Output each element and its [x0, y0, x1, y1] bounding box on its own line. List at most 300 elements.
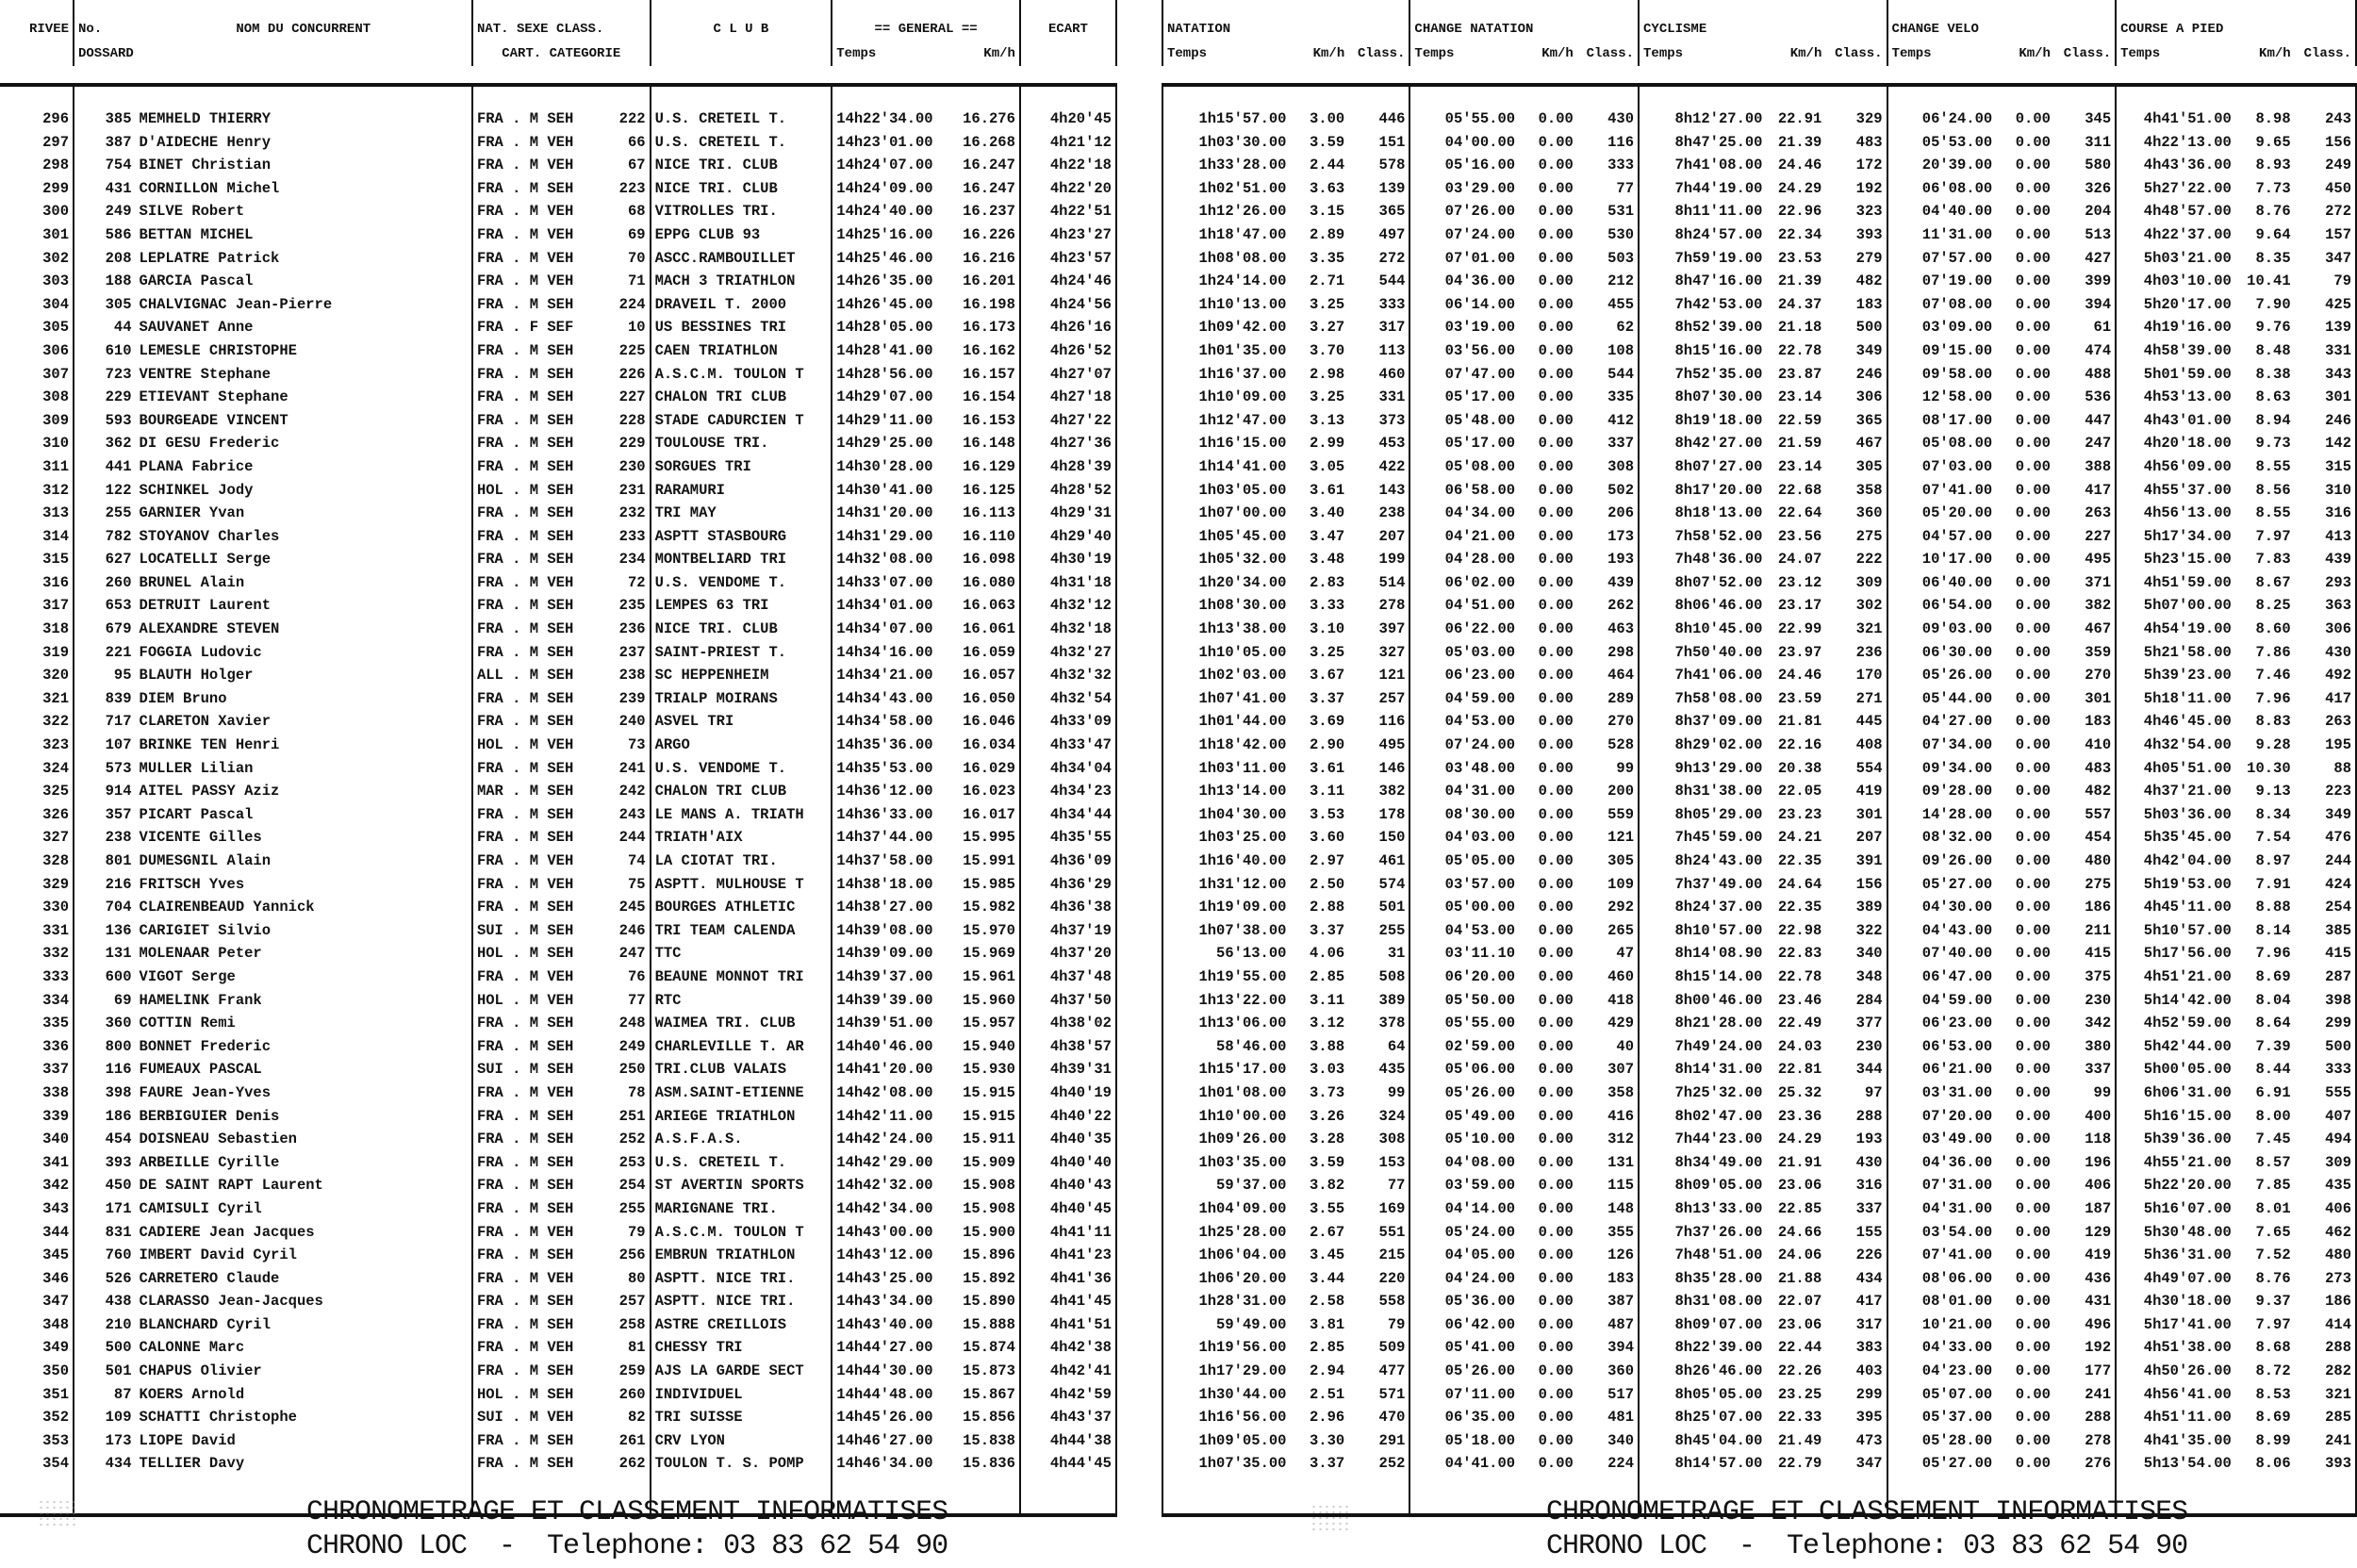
swim-time: 1h16'56.00	[1162, 1406, 1290, 1429]
swim-class: 508	[1378, 967, 1406, 985]
run-class: 393	[2295, 1452, 2356, 1476]
gap-cell: 4h42'59	[1020, 1383, 1116, 1407]
space	[538, 1339, 547, 1356]
bike-time: 8h09'05.00	[1639, 1174, 1766, 1197]
name-cell: ALEXANDRE STEVEN	[139, 620, 280, 638]
category: VEH	[547, 133, 574, 151]
t1-class: 126	[1607, 1246, 1635, 1264]
nationality: FRA	[476, 899, 503, 916]
nat-wrap	[477, 803, 646, 827]
nat-wrap	[477, 826, 646, 850]
swim-speed: 2.83	[1310, 573, 1345, 591]
split-row	[1162, 687, 2356, 711]
table-row	[0, 363, 1116, 387]
general-cell	[832, 1105, 1020, 1129]
bike-class: 349	[1855, 341, 1883, 359]
run-time: 4h51'38.00	[2116, 1336, 2235, 1360]
category: VEH	[547, 736, 574, 754]
swim-time: 1h04'30.00	[1162, 803, 1290, 827]
sex: M	[529, 365, 539, 383]
t2-time: 09'34.00	[1887, 757, 1997, 781]
sex: M	[529, 713, 539, 731]
bike-time: 7h37'49.00	[1639, 873, 1766, 897]
run-time: 4h41'35.00	[2116, 1429, 2235, 1453]
club-cell: CHESSY TRI	[651, 1336, 832, 1360]
t1-speed: 0.00	[1538, 527, 1574, 545]
table-row	[0, 1197, 1116, 1221]
category: VEH	[547, 1339, 574, 1357]
category: SEH	[547, 481, 574, 499]
general-wrap	[836, 293, 1015, 317]
swim-speed: 3.25	[1310, 643, 1345, 661]
bike-speed: 22.35	[1777, 899, 1822, 916]
t1-speed: 0.00	[1538, 1223, 1574, 1241]
general-cell	[832, 131, 1020, 155]
rank-cell: 331	[42, 921, 69, 939]
bib-cell: 186	[74, 1105, 136, 1129]
swim-speed: 2.97	[1310, 852, 1345, 869]
bike-class: 344	[1855, 1061, 1883, 1079]
bib-cell: 131	[74, 942, 136, 966]
name-cell: CLARETON Xavier	[139, 713, 272, 731]
rank-cell: 298	[42, 157, 69, 174]
nat-cell	[472, 641, 651, 665]
gap-cell: 4h44'38	[1020, 1429, 1116, 1453]
swim-class: 151	[1378, 133, 1406, 151]
bike-class: 309	[1855, 573, 1883, 591]
general-time: 14h43'40.00	[836, 1315, 933, 1333]
swim-class: 99	[1387, 1083, 1406, 1101]
bib-cell: 831	[74, 1221, 136, 1245]
space	[538, 829, 547, 846]
t2-class: 415	[2085, 945, 2112, 963]
t1-speed: 0.00	[1538, 179, 1574, 197]
nat-sex-cat	[477, 803, 573, 827]
t1-speed: 0.00	[1538, 365, 1574, 383]
t2-speed: 0.00	[2015, 504, 2051, 522]
t1-class: 265	[1607, 921, 1635, 939]
header-temps: Temps	[1887, 41, 1997, 66]
general-cell	[832, 107, 1020, 131]
gap-cell: 4h32'27	[1020, 641, 1116, 665]
t1-class: 270	[1607, 713, 1635, 731]
sex: M	[529, 875, 539, 893]
nat-wrap	[477, 200, 646, 223]
bike-speed: 23.14	[1777, 457, 1822, 475]
general-time: 14h29'11.00	[836, 411, 933, 429]
swim-class: 324	[1378, 1107, 1406, 1125]
general-speed: 16.226	[963, 225, 1015, 243]
bike-class: 500	[1855, 319, 1883, 337]
t2-speed: 0.00	[2015, 1246, 2051, 1264]
general-speed: 16.276	[963, 110, 1015, 127]
general-cell	[832, 919, 1020, 943]
nat-cell	[472, 664, 651, 687]
bib-cell: 454	[74, 1128, 136, 1151]
nat-cell	[472, 1383, 651, 1407]
t2-time: 03'09.00	[1887, 316, 1997, 339]
t1-speed: 0.00	[1538, 689, 1574, 707]
general-cell	[832, 618, 1020, 641]
general-wrap	[836, 316, 1015, 339]
sex: M	[529, 1431, 539, 1449]
t1-speed: 0.00	[1538, 1269, 1574, 1287]
swim-speed: 3.73	[1310, 1083, 1345, 1101]
run-time: 5h39'36.00	[2116, 1128, 2235, 1151]
t1-time: 07'11.00	[1409, 1383, 1519, 1407]
space	[538, 1293, 547, 1310]
bib-cell: 586	[74, 223, 136, 247]
run-speed: 8.64	[2255, 1015, 2291, 1032]
nat-wrap	[477, 687, 646, 711]
bike-time: 7h48'51.00	[1639, 1244, 1766, 1267]
swim-class: 501	[1378, 899, 1406, 916]
run-time: 4h56'13.00	[2116, 502, 2235, 525]
nat-sex-cat	[477, 548, 573, 571]
t1-class: 455	[1607, 295, 1635, 313]
bib-cell: 171	[74, 1197, 136, 1221]
club-cell: LE MANS A. TRIATH	[651, 803, 832, 827]
bike-time: 8h06'46.00	[1639, 594, 1766, 618]
t2-class: 301	[2085, 689, 2112, 707]
category: SEH	[547, 295, 574, 313]
separator: .	[503, 1015, 530, 1032]
swim-class: 252	[1378, 1455, 1406, 1473]
split-row	[1162, 1336, 2356, 1360]
sex: M	[529, 620, 539, 638]
bike-class: 192	[1855, 179, 1883, 197]
nationality: FRA	[476, 203, 503, 221]
general-cell	[832, 363, 1020, 387]
space	[538, 157, 547, 173]
t1-speed: 0.00	[1538, 736, 1574, 754]
t1-speed: 0.00	[1538, 1061, 1574, 1079]
bike-speed: 23.46	[1777, 991, 1822, 1009]
run-time: 5h16'15.00	[2116, 1105, 2235, 1129]
rank-cell: 305	[42, 319, 69, 337]
bike-class: 482	[1855, 272, 1883, 290]
t2-speed: 0.00	[2015, 1409, 2051, 1427]
bike-time: 8h47'16.00	[1639, 270, 1766, 293]
run-speed: 7.96	[2255, 945, 2291, 963]
t2-speed: 0.00	[2015, 225, 2051, 243]
club-cell: LEMPES 63 TRI	[651, 594, 832, 618]
t2-time: 04'31.00	[1887, 1197, 1997, 1221]
general-results-table	[0, 0, 1117, 1517]
split-row	[1162, 1290, 2356, 1313]
sex: M	[529, 1362, 539, 1380]
t1-class: 335	[1607, 388, 1635, 406]
t1-speed: 0.00	[1538, 783, 1574, 801]
rank-cell: 318	[42, 620, 69, 638]
general-speed: 16.247	[963, 179, 1015, 197]
sex: M	[529, 1153, 539, 1171]
category: SEH	[547, 1455, 574, 1473]
swim-time: 1h07'35.00	[1162, 1452, 1290, 1476]
space	[538, 1131, 547, 1147]
swim-class: 153	[1378, 1153, 1406, 1171]
nat-cell	[472, 131, 651, 155]
t1-time: 05'24.00	[1409, 1221, 1519, 1245]
bib-cell: 362	[74, 432, 136, 455]
bike-class: 365	[1855, 411, 1883, 429]
swim-time: 1h09'42.00	[1162, 316, 1290, 339]
bib-cell: 800	[74, 1035, 136, 1059]
category: SEH	[547, 341, 574, 359]
nationality: FRA	[476, 365, 503, 383]
category: VEH	[547, 573, 574, 591]
separator: .	[503, 341, 530, 359]
t2-speed: 0.00	[2015, 643, 2051, 661]
t1-speed: 0.00	[1538, 272, 1574, 290]
category-rank: 77	[627, 991, 646, 1009]
club-cell: VITROLLES TRI.	[651, 200, 832, 223]
bike-class: 306	[1855, 388, 1883, 406]
space	[538, 806, 547, 823]
category: VEH	[547, 249, 574, 267]
gap-cell: 4h40'35	[1020, 1128, 1116, 1151]
rank-cell: 310	[42, 435, 69, 453]
general-wrap	[836, 989, 1015, 1013]
general-speed: 16.216	[963, 249, 1015, 267]
separator: .	[503, 388, 530, 406]
rank-cell: 348	[42, 1315, 69, 1333]
nat-sex-cat	[477, 919, 573, 943]
t2-class: 275	[2085, 875, 2112, 893]
swim-class: 113	[1378, 341, 1406, 359]
general-wrap	[836, 1452, 1015, 1476]
swim-time: 1h19'55.00	[1162, 966, 1290, 989]
category-rank: 10	[627, 319, 646, 337]
split-row	[1162, 339, 2356, 363]
table-row	[0, 1244, 1116, 1267]
rank-cell: 329	[42, 875, 69, 893]
category-rank: 238	[618, 667, 646, 685]
bike-time: 8h22'39.00	[1639, 1336, 1766, 1360]
run-speed: 10.41	[2247, 272, 2291, 290]
t1-class: 212	[1607, 272, 1635, 290]
t1-speed: 0.00	[1538, 991, 1574, 1009]
split-row	[1162, 618, 2356, 641]
t2-class: 388	[2085, 457, 2112, 475]
table-row	[0, 107, 1116, 131]
nat-wrap	[477, 850, 646, 873]
category-rank: 237	[618, 643, 646, 661]
general-wrap	[836, 363, 1015, 387]
general-time: 14h29'07.00	[836, 388, 933, 406]
general-speed: 15.957	[963, 1015, 1015, 1032]
nationality: SUI	[476, 921, 503, 939]
table-row	[0, 641, 1116, 665]
bib-cell: 260	[74, 571, 136, 595]
bike-time: 8h11'11.00	[1639, 200, 1766, 223]
bike-class: 389	[1855, 899, 1883, 916]
bike-class: 279	[1855, 249, 1883, 267]
general-speed: 15.838	[963, 1431, 1015, 1449]
general-wrap	[836, 1290, 1015, 1313]
run-class: 186	[2295, 1290, 2356, 1313]
t1-time: 06'23.00	[1409, 664, 1519, 687]
space	[538, 1362, 547, 1379]
t1-speed: 0.00	[1538, 551, 1574, 569]
gap-cell: 4h22'18	[1020, 154, 1116, 177]
rank-cell: 306	[42, 341, 69, 359]
nat-cell	[472, 873, 651, 897]
name-cell: BLAUTH Holger	[139, 667, 254, 685]
t1-class: 312	[1607, 1131, 1635, 1148]
t1-time: 04'31.00	[1409, 780, 1519, 803]
nationality: FRA	[476, 1269, 503, 1287]
swim-time: 1h04'09.00	[1162, 1197, 1290, 1221]
rank-cell: 323	[42, 736, 69, 754]
bike-time: 8h21'28.00	[1639, 1012, 1766, 1035]
run-class: 363	[2295, 594, 2356, 618]
t1-class: 429	[1607, 1015, 1635, 1032]
name-cell: STOYANOV Charles	[139, 527, 280, 545]
club-cell: CRV LYON	[651, 1429, 832, 1453]
general-cell	[832, 339, 1020, 363]
swim-speed: 2.94	[1310, 1362, 1345, 1380]
general-wrap	[836, 525, 1015, 549]
swim-speed: 3.11	[1310, 991, 1345, 1009]
space	[538, 110, 547, 127]
general-wrap	[836, 571, 1015, 595]
general-wrap	[836, 154, 1015, 177]
t2-time: 07'41.00	[1887, 1244, 1997, 1267]
rank-cell: 303	[42, 272, 69, 290]
run-speed: 7.90	[2255, 295, 2291, 313]
gap-cell: 4h23'27	[1020, 223, 1116, 247]
separator: .	[503, 1339, 530, 1357]
t2-class: 311	[2085, 133, 2112, 151]
nat-wrap	[477, 1290, 646, 1313]
swim-time: 59'37.00	[1162, 1174, 1290, 1197]
separator: .	[503, 1037, 530, 1055]
nationality: FRA	[476, 1153, 503, 1171]
sex: M	[529, 157, 539, 174]
t1-speed: 0.00	[1538, 1083, 1574, 1101]
split-row	[1162, 1058, 2356, 1081]
bib-cell: 360	[74, 1012, 136, 1035]
t2-time: 08'01.00	[1887, 1290, 1997, 1313]
t2-time: 09'28.00	[1887, 780, 1997, 803]
rank-cell: 297	[42, 133, 69, 151]
general-wrap	[836, 1197, 1015, 1221]
swim-class: 257	[1378, 689, 1406, 707]
header-general: == GENERAL ==	[832, 17, 1020, 41]
bib-cell: 208	[74, 247, 136, 271]
bike-speed: 23.56	[1777, 527, 1822, 545]
run-class: 301	[2295, 386, 2356, 409]
split-row	[1162, 780, 2356, 803]
general-time: 14h39'37.00	[836, 967, 933, 985]
category-rank: 69	[627, 225, 646, 243]
space	[538, 319, 547, 336]
split-row	[1162, 479, 2356, 503]
gap-cell: 4h24'56	[1020, 293, 1116, 317]
name-cell: LOCATELLI Serge	[139, 551, 272, 569]
separator: .	[503, 759, 530, 777]
bike-speed: 24.29	[1777, 1131, 1822, 1148]
separator: .	[503, 713, 530, 731]
bike-speed: 23.06	[1777, 1177, 1822, 1195]
bike-speed: 21.88	[1777, 1269, 1822, 1287]
run-time: 5h14'42.00	[2116, 989, 2235, 1013]
nationality: FRA	[476, 689, 503, 707]
nat-wrap	[477, 409, 646, 433]
swim-time: 1h16'40.00	[1162, 850, 1290, 873]
bike-class: 348	[1855, 967, 1883, 985]
run-speed: 8.68	[2255, 1339, 2291, 1357]
header-kmh: Km/h	[1541, 46, 1574, 61]
t2-class: 278	[2085, 1431, 2112, 1449]
nat-cell	[472, 1174, 651, 1197]
t2-time: 07'40.00	[1887, 942, 1997, 966]
t2-time: 06'23.00	[1887, 1012, 1997, 1035]
name-cell: CALONNE Marc	[139, 1339, 245, 1357]
swim-time: 1h14'41.00	[1162, 455, 1290, 479]
nat-sex-cat	[477, 339, 573, 363]
category: SEH	[547, 1061, 574, 1079]
t1-class: 358	[1607, 1083, 1635, 1101]
category-rank: 252	[618, 1131, 646, 1148]
separator: .	[503, 1455, 530, 1473]
run-class: 288	[2295, 1336, 2356, 1360]
bike-time: 7h42'53.00	[1639, 293, 1766, 317]
table-row	[0, 1383, 1116, 1407]
category-rank: 73	[627, 736, 646, 754]
general-wrap	[836, 1221, 1015, 1245]
category-rank: 248	[618, 1015, 646, 1032]
gap-cell: 4h40'19	[1020, 1081, 1116, 1105]
space	[538, 1432, 547, 1449]
swim-time: 1h18'47.00	[1162, 223, 1290, 247]
run-speed: 8.53	[2255, 1385, 2291, 1403]
t2-speed: 0.00	[2015, 759, 2051, 777]
t1-time: 07'01.00	[1409, 247, 1519, 271]
table-row	[0, 826, 1116, 850]
general-cell	[832, 1221, 1020, 1245]
run-speed: 8.56	[2255, 481, 2291, 499]
run-speed: 10.30	[2247, 759, 2291, 777]
general-speed: 15.961	[963, 967, 1015, 985]
sex: M	[529, 643, 539, 661]
swim-class: 460	[1378, 365, 1406, 383]
nat-sex-cat	[477, 200, 573, 223]
rank-cell: 309	[42, 411, 69, 429]
run-time: 4h22'37.00	[2116, 223, 2235, 247]
general-cell	[832, 525, 1020, 549]
t1-speed: 0.00	[1538, 504, 1574, 522]
run-class: 415	[2295, 942, 2356, 966]
run-time: 5h19'53.00	[2116, 873, 2235, 897]
category-rank: 239	[618, 689, 646, 707]
swim-speed: 3.88	[1310, 1037, 1345, 1055]
t1-time: 02'59.00	[1409, 1035, 1519, 1059]
general-time: 14h31'29.00	[836, 527, 933, 545]
table-row	[0, 919, 1116, 943]
club-cell: NICE TRI. CLUB	[651, 618, 832, 641]
t2-time: 05'37.00	[1887, 1406, 1997, 1429]
swim-class: 495	[1378, 736, 1406, 754]
category: VEH	[547, 1223, 574, 1241]
club-cell: NICE TRI. CLUB	[651, 154, 832, 177]
nat-sex-cat	[477, 873, 573, 897]
t1-class: 115	[1607, 1177, 1635, 1195]
run-class: 347	[2295, 247, 2356, 271]
general-time: 14h34'43.00	[836, 689, 933, 707]
t1-speed: 0.00	[1538, 1153, 1574, 1171]
